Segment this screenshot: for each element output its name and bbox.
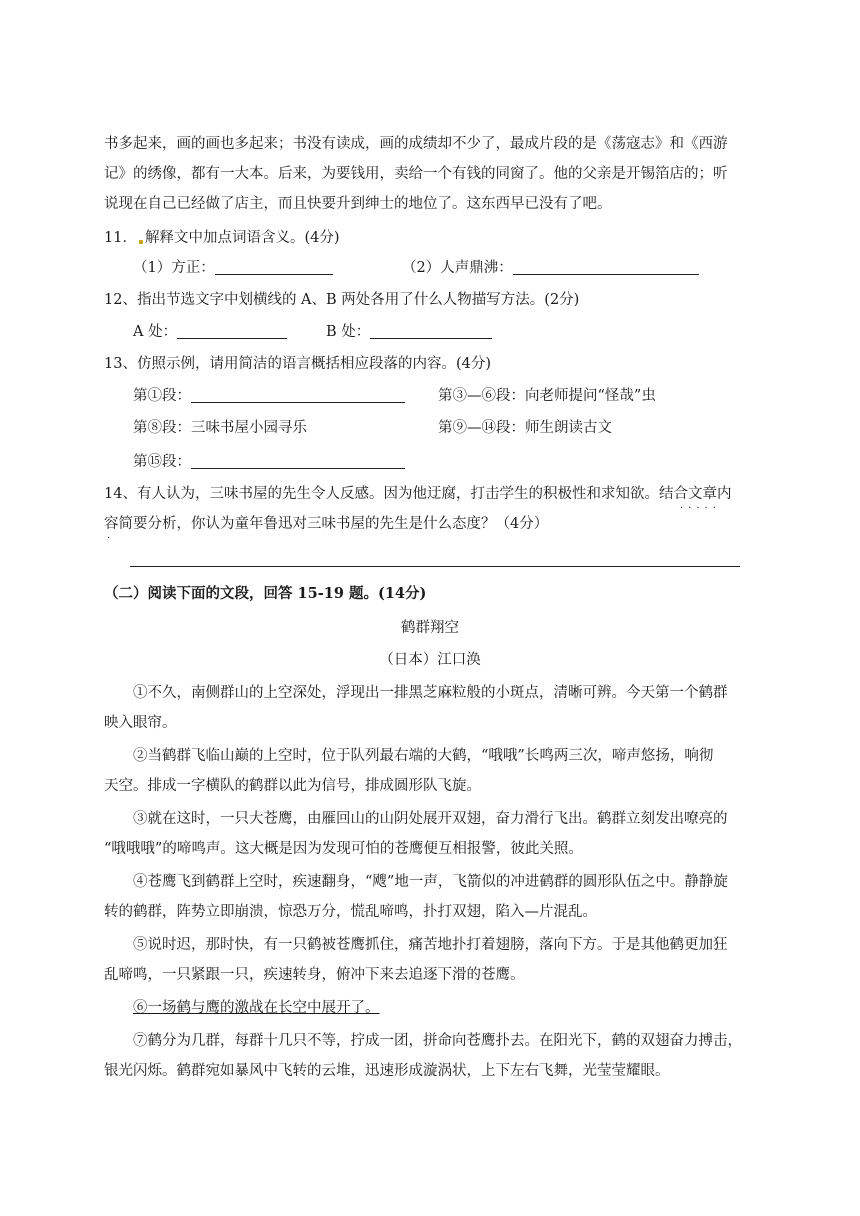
- paragraph-4-line-2: 转的鹤群，阵势立即崩溃，惊恐万分，慌乱啼鸣，扑打双翅，陷入—片混乱。: [104, 904, 597, 920]
- question-11-number: 11．: [104, 230, 137, 246]
- q13-p3-6: 第③—⑥段：向老师提问“怪哉”虫: [438, 388, 656, 404]
- q13-p9-14: 第⑨—⑭段：师生朗读古文: [438, 420, 612, 436]
- q14-emphasis-1: [659, 484, 732, 504]
- emphasis-dot-icon: ·: [107, 533, 111, 544]
- q12-b-blank[interactable]: [370, 322, 492, 339]
- q12-item-b: [326, 322, 492, 342]
- question-12: 12、指出节选文字中划横线的 A、B 两处各用了什么人物描写方法。(2分): [104, 292, 580, 308]
- paragraph-1-line-2: 映入眼帘。: [104, 715, 177, 731]
- q12-a-blank[interactable]: [177, 322, 287, 339]
- paragraph-5-line-2: 乱啼鸣，一只紧跟一只，疾速转身，俯冲下来去追逐下滑的苍鹰。: [104, 967, 525, 983]
- q11-answer-2-blank[interactable]: [513, 258, 699, 275]
- q13-p15: [133, 452, 405, 472]
- paragraph-7-line-2: 银光闪烁。鹤群宛如暴风中飞转的云堆，迅速形成漩涡状，上下左右飞舞，光莹莹耀眼。: [104, 1063, 670, 1079]
- q14-text-2: 简要分析，你认为童年鲁迅对三味书屋的先生是什么态度？（4分）: [118, 516, 549, 532]
- paragraph-5-line-1: ⑤说时迟，那时快，有一只鹤被苍鹰抓住，痛苦地扑打着翅膀，落向下方。于是其他鹤更加狂: [133, 937, 728, 953]
- q11-item-2-label: （2）人声鼎沸：: [402, 260, 513, 276]
- question-11-text: 解释文中加点词语含义。(4分): [144, 230, 340, 246]
- q11-answer-1-blank[interactable]: [215, 258, 333, 275]
- passage-line-1: 书多起来，画的画也多起来；书没有读成，画的成绩却不少了，最成片段的是《荡寇志》和《西游: [104, 136, 728, 152]
- q11-item-1: [133, 258, 333, 278]
- q13-p15-label: 第⑮段：: [133, 454, 191, 470]
- section-2-heading: （二）阅读下面的文段，回答 15-19 题。(14分): [104, 585, 427, 602]
- article-title: 鹤群翔空: [401, 620, 459, 636]
- q12-b-label: B 处：: [326, 324, 371, 340]
- article-author: （日本）江口涣: [379, 652, 481, 668]
- q13-p1-blank[interactable]: [191, 386, 405, 403]
- paragraph-2-line-2: 天空。排成一字横队的鹤群以此为信号，排成圆形队飞旋。: [104, 778, 481, 794]
- q13-p15-blank[interactable]: [191, 452, 405, 469]
- q14-text-1: 14、有人认为，三味书屋的先生令人反感。因为他迂腐，打击学生的积极性和求知欲。: [104, 486, 659, 502]
- paragraph-2-line-1: ②当鹤群飞临山巅的上空时，位于队列最右端的大鹤，“哦哦”长鸣两三次，啼声悠扬，响彻: [133, 748, 714, 764]
- question-11: [104, 228, 340, 248]
- q14-answer-line[interactable]: [130, 566, 740, 567]
- marker-dot-icon: [139, 240, 143, 244]
- q14-emphasis-1-text: 结合文章内: [658, 486, 732, 502]
- paragraph-7-line-1: ⑦鹤分为几群，每群十几只不等，拧成一团，拼命向苍鹰扑去。在阳光下，鹤的双翅奋力搏击，: [133, 1033, 742, 1049]
- q12-a-label: A 处：: [133, 324, 178, 340]
- paragraph-3-line-2: “哦哦哦”的啼鸣声。这大概是因为发现可怕的苍鹰便互相报警，彼此关照。: [104, 841, 583, 857]
- emphasis-dots-icon: · · · · ·: [680, 503, 716, 514]
- question-14-line-2: [104, 514, 548, 534]
- q11-item-2: [402, 258, 699, 278]
- passage-line-3: 说现在自己已经做了店主，而且快要升到绅士的地位了。这东西早已没有了吧。: [104, 196, 612, 212]
- q14-emphasis-2: 容: [104, 516, 119, 532]
- q11-item-1-label: （1）方正：: [133, 260, 215, 276]
- q13-p1: [133, 386, 405, 406]
- paragraph-6: ⑥一场鹤与鹰的激战在长空中展开了。: [133, 1000, 380, 1016]
- q12-item-a: [133, 322, 287, 342]
- passage-line-2: 记》的绣像，都有一大本。后来，为要钱用，卖给一个有钱的同窗了。他的父亲是开锡箔店的；听: [104, 166, 728, 182]
- question-14-line-1: [104, 484, 731, 504]
- q13-p8: 第⑧段：三味书屋小园寻乐: [133, 420, 307, 436]
- question-13: 13、仿照示例，请用简洁的语言概括相应段落的内容。(4分): [104, 356, 491, 372]
- paragraph-4-line-1: ④苍鹰飞到鹤群上空时，疾速翻身，“飕”地一声，飞箭似的冲进鹤群的圆形队伍之中。静静旋: [133, 874, 728, 890]
- q13-p1-label: 第①段：: [133, 388, 191, 404]
- paragraph-1-line-1: ①不久，南侧群山的上空深处，浮现出一排黑芝麻粒般的小斑点，清晰可辨。今天第一个鹤群: [133, 685, 728, 701]
- paragraph-3-line-1: ③就在这时，一只大苍鹰，由雁回山的山阴处展开双翅，奋力滑行飞出。鹤群立刻发出嘹亮的: [133, 811, 728, 827]
